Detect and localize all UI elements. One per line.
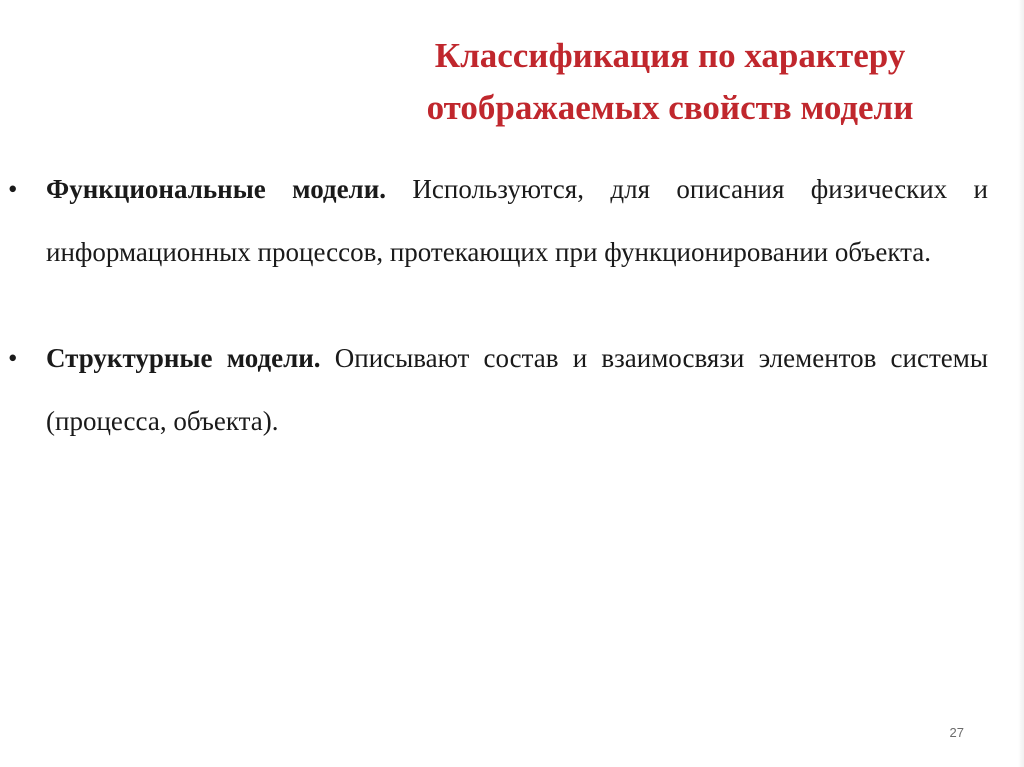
bullet-item-functional-models [0, 158, 1024, 284]
bullet-icon: • [8, 343, 18, 373]
bullet-term: Структурные модели. [46, 343, 335, 373]
page-number: 27 [949, 725, 964, 740]
bullet-item-structural-models [0, 327, 1024, 453]
slide-title: Классификация по характеру отображаемых свойств модели [426, 36, 914, 127]
bullet-icon: • [8, 174, 18, 204]
bullet-list [0, 158, 1024, 453]
bullet-text: Используются, для описания физических и информационных процессов, протекающих при функционировании объекта. [46, 174, 988, 267]
bullet-term: Функциональные модели. [46, 174, 413, 204]
bullet-text: Описывают состав и взаимосвязи элементов системы (процесса, объекта). [46, 343, 988, 436]
